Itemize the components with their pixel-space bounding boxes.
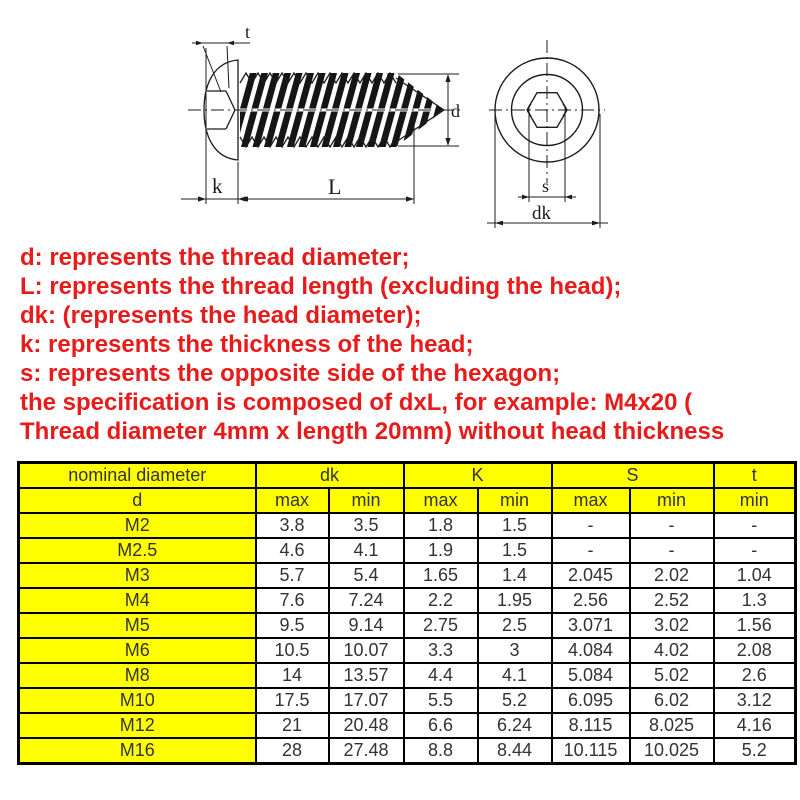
spec-cell: 2.5 [478,613,552,638]
spec-cell: 6.095 [552,688,630,713]
spec-cell: 13.57 [329,663,404,688]
spec-cell: 1.8 [404,513,478,538]
spec-cell: 6.6 [404,713,478,738]
spec-cell: 8.025 [630,713,714,738]
row-label: M5 [19,613,256,638]
spec-cell: 28 [256,738,329,764]
spec-cell: 5.4 [329,563,404,588]
spec-cell: 1.4 [478,563,552,588]
dim-label-L: L [328,174,342,199]
spec-cell: 1.95 [478,588,552,613]
dim-label-d: d [451,101,460,121]
legend-line: Thread diameter 4mm x length 20mm) without head thickness [20,418,725,445]
spec-cell: - [630,513,714,538]
row-label: M8 [19,663,256,688]
spec-cell: 3.02 [630,613,714,638]
spec-cell: 4.16 [714,713,796,738]
sub-header: min [478,488,552,513]
spec-cell: 10.025 [630,738,714,764]
dim-label-k: k [212,174,223,198]
spec-cell: 10.5 [256,638,329,663]
spec-cell: 1.5 [478,538,552,563]
table-row [19,663,796,688]
spec-cell: 3.12 [714,688,796,713]
spec-cell: 4.1 [329,538,404,563]
spec-cell: 2.2 [404,588,478,613]
sub-header: max [552,488,630,513]
row-label: M10 [19,688,256,713]
spec-cell: 1.65 [404,563,478,588]
spec-cell: 5.7 [256,563,329,588]
spec-cell: 10.115 [552,738,630,764]
spec-cell: 27.48 [329,738,404,764]
spec-cell: 7.6 [256,588,329,613]
spec-cell: 2.045 [552,563,630,588]
group-header: nominal diameter [19,463,256,489]
row-label: M6 [19,638,256,663]
spec-cell: 1.3 [714,588,796,613]
spec-cell: 6.02 [630,688,714,713]
spec-cell: 3.8 [256,513,329,538]
spec-cell: 20.48 [329,713,404,738]
spec-cell: 17.07 [329,688,404,713]
spec-cell: 1.5 [478,513,552,538]
sub-header: max [256,488,329,513]
spec-cell: 3.3 [404,638,478,663]
spec-cell: - [714,538,796,563]
spec-cell: 6.24 [478,713,552,738]
spec-cell: 8.115 [552,713,630,738]
socket-line [226,110,235,129]
spec-cell: 1.56 [714,613,796,638]
spec-cell: 14 [256,663,329,688]
spec-cell: 9.5 [256,613,329,638]
technical-drawing [0,0,800,242]
dim-label-s: s [542,176,550,196]
row-label: M12 [19,713,256,738]
sub-header: min [630,488,714,513]
spec-table-head [19,463,796,514]
dim-label-dk: dk [532,203,551,224]
spec-cell: 5.5 [404,688,478,713]
sub-header: d [19,488,256,513]
row-label: M2.5 [19,538,256,563]
spec-cell: 5.084 [552,663,630,688]
spec-cell: 5.02 [630,663,714,688]
spec-table [17,461,797,765]
legend-text [20,243,798,446]
spec-cell: 1.04 [714,563,796,588]
spec-cell: 5.2 [478,688,552,713]
sub-header: min [329,488,404,513]
top-view-centerlines [489,40,605,183]
sub-header: min [714,488,796,513]
spec-cell: 17.5 [256,688,329,713]
spec-cell: 2.56 [552,588,630,613]
spec-cell: 21 [256,713,329,738]
spec-cell: 2.52 [630,588,714,613]
spec-cell: 1.9 [404,538,478,563]
row-label: M4 [19,588,256,613]
spec-cell: 4.02 [630,638,714,663]
legend-line: dk: (represents the head diameter); [20,302,422,329]
spec-cell: 2.02 [630,563,714,588]
group-header: dk [256,463,404,489]
dim-label-t: t [245,22,251,42]
table-row [19,613,796,638]
table-row [19,563,796,588]
sub-header: max [404,488,478,513]
row-label: M16 [19,738,256,764]
legend-line: d: represents the thread diameter; [20,244,410,271]
table-row [19,713,796,738]
row-label: M3 [19,563,256,588]
spec-cell: 8.8 [404,738,478,764]
spec-cell: 2.6 [714,663,796,688]
spec-cell: - [630,538,714,563]
table-row [19,638,796,663]
table-row [19,688,796,713]
spec-cell: - [552,513,630,538]
spec-cell: 2.75 [404,613,478,638]
table-row [19,738,796,764]
legend-line: s: represents the opposite side of the hexagon; [20,360,561,387]
spec-cell: 3 [478,638,552,663]
side-view [181,22,462,204]
row-label: M2 [19,513,256,538]
spec-cell: - [552,538,630,563]
table-row [19,513,796,538]
spec-cell: 7.24 [329,588,404,613]
table-row [19,588,796,613]
spec-cell: 2.08 [714,638,796,663]
spec-cell: 5.2 [714,738,796,764]
spec-cell: 9.14 [329,613,404,638]
spec-cell: 3.5 [329,513,404,538]
legend-line: L: represents the thread length (excluding the head); [20,273,622,300]
socket-line [226,91,235,110]
group-header: K [404,463,552,489]
spec-cell: - [714,513,796,538]
legend-line: k: represents the thickness of the head; [20,331,474,358]
table-row [19,538,796,563]
spec-cell: 4.1 [478,663,552,688]
group-header: S [552,463,714,489]
spec-table-body [19,513,796,764]
legend-line: the specification is composed of dxL, for example: M4x20 ( [20,389,693,416]
spec-cell: 10.07 [329,638,404,663]
spec-cell: 8.44 [478,738,552,764]
spec-cell: 4.4 [404,663,478,688]
group-header: t [714,463,796,489]
spec-cell: 4.6 [256,538,329,563]
top-view [487,40,608,228]
spec-cell: 4.084 [552,638,630,663]
spec-cell: 3.071 [552,613,630,638]
